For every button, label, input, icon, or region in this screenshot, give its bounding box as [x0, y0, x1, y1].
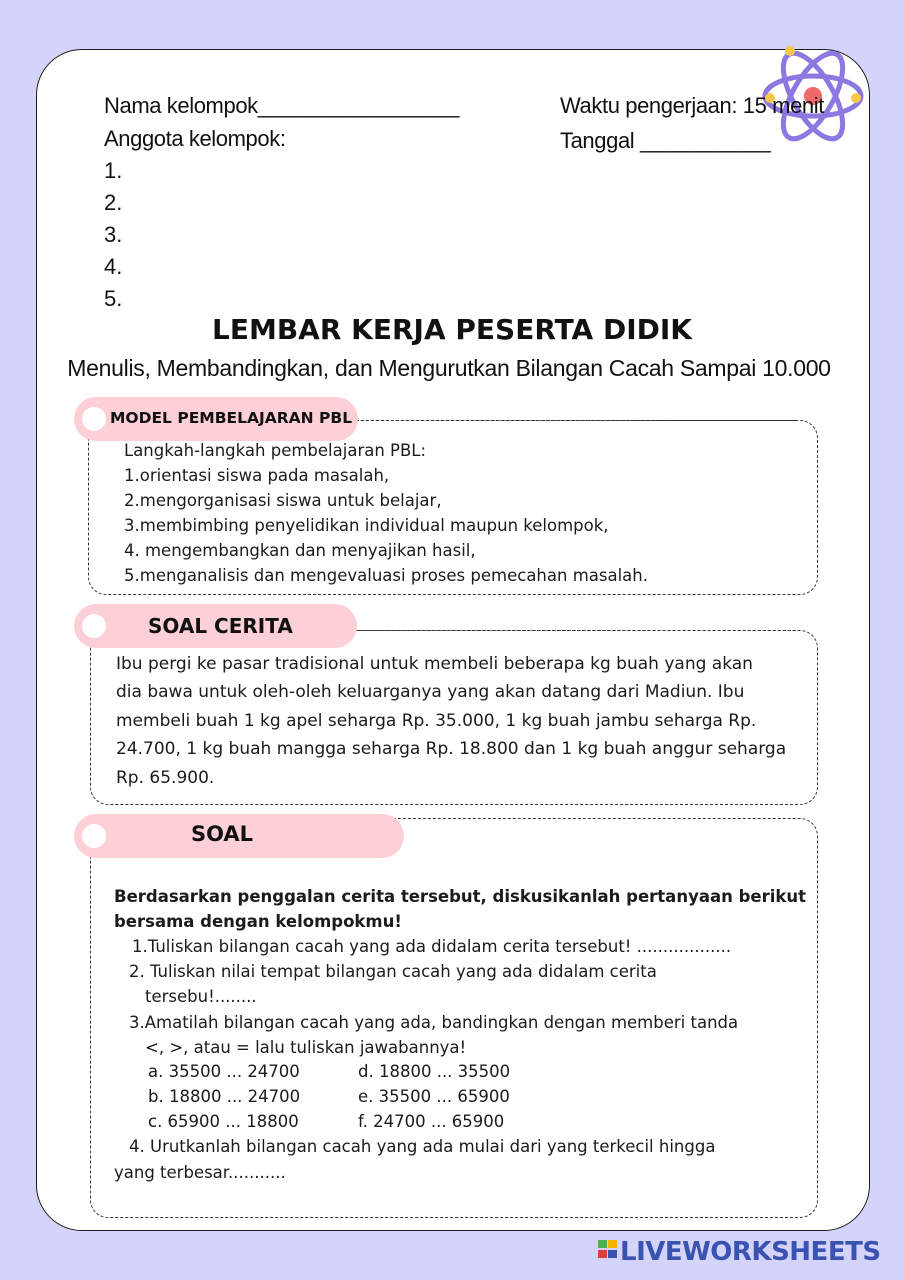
member-1: 1. — [104, 158, 123, 183]
page-subtitle: Menulis, Membandingkan, dan Mengurutkan Bilangan Cacah Sampai 10.000 — [67, 355, 831, 381]
soal-label: SOAL — [191, 822, 254, 846]
pbl-line: 1.orientasi siswa pada masalah, — [124, 466, 390, 485]
question-1: 1.Tuliskan bilangan cacah yang ada didalam cerita tersebut! .................. — [132, 937, 732, 956]
option-b: b. 18800 ... 24700 — [148, 1087, 301, 1106]
question-3-cont: <, >, atau = lalu tuliskan jawabannya! — [145, 1038, 467, 1057]
cerita-label: SOAL CERITA — [148, 614, 293, 638]
question-2: 2. Tuliskan nilai tempat bilangan cacah yang ada didalam cerita — [129, 962, 657, 981]
pbl-divider — [356, 420, 796, 421]
member-5: 5. — [104, 286, 123, 311]
bullet-icon — [82, 407, 106, 431]
option-a: a. 35500 ... 24700 — [148, 1062, 300, 1081]
cerita-line: 24.700, 1 kg buah mangga seharga Rp. 18.800 dan 1 kg buah anggur seharga — [116, 739, 787, 759]
cerita-line: dia bawa untuk oleh-oleh keluarganya yang akan datang dari Madiun. Ibu — [116, 682, 745, 702]
soal-intro: Berdasarkan penggalan cerita tersebut, diskusikanlah pertanyaan berikut — [114, 887, 806, 906]
question-4: 4. Urutkanlah bilangan cacah yang ada mulai dari yang terkecil hingga — [129, 1137, 716, 1156]
waktu-label: Waktu pengerjaan: 15 menit — [560, 93, 824, 118]
option-d: d. 18800 ... 35500 — [358, 1062, 511, 1081]
tanggal-label: Tanggal ___________ — [560, 128, 771, 153]
soal-intro: bersama dengan kelompokmu! — [114, 912, 402, 931]
question-2-cont: tersebu!........ — [145, 987, 257, 1006]
question-4-cont: yang terbesar........... — [114, 1163, 286, 1182]
cerita-line: Ibu pergi ke pasar tradisional untuk membeli beberapa kg buah yang akan — [116, 654, 753, 674]
cerita-line: Rp. 65.900. — [116, 768, 215, 788]
pbl-label: MODEL PEMBELAJARAN PBL — [110, 409, 353, 427]
pbl-pill — [74, 397, 358, 441]
anggota-kelompok-label: Anggota kelompok: — [104, 126, 286, 151]
pbl-line: 4. mengembangkan dan menyajikan hasil, — [124, 541, 476, 560]
bullet-icon — [82, 824, 106, 848]
liveworksheets-logo-icon — [598, 1238, 618, 1260]
question-3: 3.Amatilah bilangan cacah yang ada, bandingkan dengan memberi tanda — [129, 1013, 739, 1032]
page-title: LEMBAR KERJA PESERTA DIDIK — [212, 313, 692, 346]
member-3: 3. — [104, 222, 123, 247]
option-f: f. 24700 ... 65900 — [358, 1112, 505, 1131]
cerita-line: membeli buah 1 kg apel seharga Rp. 35.000, 1 kg buah jambu seharga Rp. — [116, 711, 757, 731]
pbl-line: Langkah-langkah pembelajaran PBL: — [124, 441, 427, 460]
option-e: e. 35500 ... 65900 — [358, 1087, 510, 1106]
member-4: 4. — [104, 254, 123, 279]
nama-kelompok-label: Nama kelompok_________________ — [104, 93, 459, 118]
bullet-icon — [82, 614, 106, 638]
cerita-divider — [356, 630, 796, 631]
option-c: c. 65900 ... 18800 — [148, 1112, 299, 1131]
cerita-pill — [74, 604, 357, 648]
pbl-line: 2.mengorganisasi siswa untuk belajar, — [124, 491, 442, 510]
pbl-line: 3.membimbing penyelidikan individual maupun kelompok, — [124, 516, 609, 535]
liveworksheets-logo[interactable]: LIVEWORKSHEETS — [620, 1237, 881, 1267]
member-2: 2. — [104, 190, 123, 215]
pbl-line: 5.menganalisis dan mengevaluasi proses pemecahan masalah. — [124, 566, 648, 585]
soal-pill — [74, 814, 404, 858]
